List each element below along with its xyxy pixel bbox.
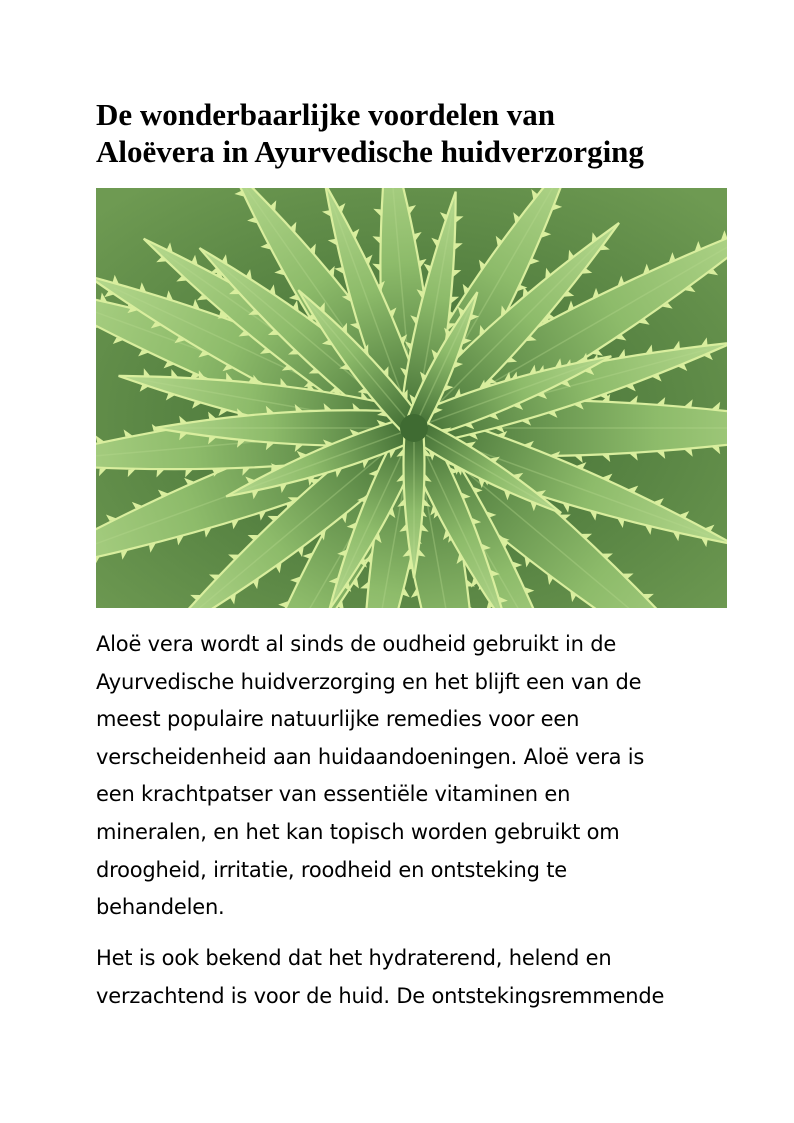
paragraph-line: Ayurvedische huidverzorging en het blijft een van de bbox=[96, 669, 642, 694]
title-line: Aloëvera in Ayurvedische huidverzorging bbox=[96, 134, 644, 169]
paragraph-line: een krachtpatser van essentiële vitaminen en bbox=[96, 782, 571, 807]
body-paragraph-2 bbox=[96, 940, 736, 1015]
aloe-vera-photo bbox=[96, 188, 727, 608]
paragraph-line: Het is ook bekend dat het hydraterend, helend en bbox=[96, 946, 612, 970]
paragraph-line: behandelen. bbox=[96, 895, 225, 920]
body-paragraph-1 bbox=[96, 626, 736, 927]
paragraph-line: verscheidenheid aan huidaandoeningen. Aloë vera is bbox=[96, 744, 645, 769]
aloe-vera-illustration bbox=[96, 188, 727, 608]
paragraph-line: verzachtend is voor de huid. De ontstekingsremmende bbox=[96, 983, 665, 1008]
paragraph-line: droogheid, irritatie, roodheid en ontsteking te bbox=[96, 857, 568, 882]
title-line: De wonderbaarlijke voordelen van bbox=[96, 97, 555, 132]
paragraph-line: Aloë vera wordt al sinds de oudheid gebruikt in de bbox=[96, 632, 617, 656]
document-title bbox=[96, 96, 736, 170]
aloe-rosette-center bbox=[400, 414, 428, 442]
paragraph-line: meest populaire natuurlijke remedies voor een bbox=[96, 707, 580, 732]
paragraph-line: mineralen, en het kan topisch worden gebruikt om bbox=[96, 819, 620, 844]
